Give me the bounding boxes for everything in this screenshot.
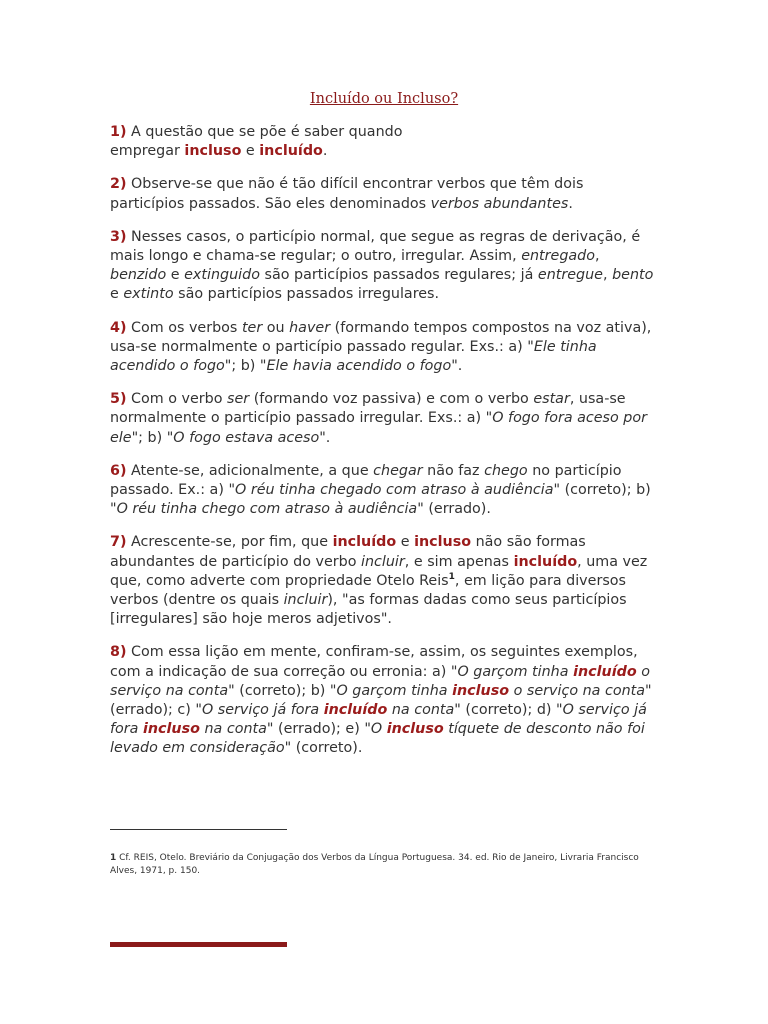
italic-text: haver <box>289 319 331 336</box>
text: " (errado); e) " <box>266 721 371 738</box>
highlighted-word: incluso <box>414 534 472 551</box>
italic-text: o serviço na conta <box>110 663 650 699</box>
text: não são formas abundantes de particípio do verbo <box>110 534 586 570</box>
paragraph-3 <box>110 228 660 305</box>
text: , e sim apenas <box>404 553 514 570</box>
italic-text: O fogo fora aceso por ele <box>110 410 648 446</box>
text: não faz <box>422 462 485 479</box>
text: " (correto); d) " <box>454 702 563 719</box>
footnote <box>110 852 660 878</box>
text: (formando tempos compostos na voz ativa), usa-se normalmente o particípio passado regular. Exs.: a) " <box>110 319 652 355</box>
italic-text: incluir <box>361 553 405 570</box>
italic-text: O garçom tinha <box>457 663 574 680</box>
paragraph-number: 6) <box>110 462 127 479</box>
footnote-text: Cf. REIS, Otelo. Breviário da Conjugação dos Verbos da Língua Portuguesa. 34. ed. Rio de Janeiro, Livraria Francisco Alves, 1971, p. 150. <box>110 853 639 876</box>
highlighted-word: incluído <box>259 143 323 160</box>
paragraph-number: 5) <box>110 391 127 408</box>
paragraph-5 <box>110 390 660 448</box>
italic-text: entregado <box>521 248 595 265</box>
italic-text: extinguido <box>184 267 260 284</box>
decorative-bar <box>110 942 287 947</box>
text: " (errado). <box>417 501 491 518</box>
text: são particípios passados regulares; já <box>259 267 538 284</box>
text: , <box>602 267 613 284</box>
italic-text: tíquete de desconto não foi levado em consideração <box>110 721 645 757</box>
footnote-reference[interactable]: 1 <box>448 572 455 583</box>
text: Com o verbo <box>131 391 228 408</box>
italic-text: bento <box>612 267 654 284</box>
text: ". <box>451 358 463 375</box>
text: ), "as formas dadas como seus particípios [irregulares] são hoje meros adjetivos". <box>110 592 627 628</box>
page-title: Incluído ou Incluso? <box>309 91 459 107</box>
text: e <box>396 534 415 551</box>
italic-text: o serviço na conta <box>509 682 646 699</box>
highlighted-word: incluso <box>184 143 242 160</box>
italic-text: chego <box>484 462 528 479</box>
highlighted-word: incluído <box>573 663 637 680</box>
italic-text: na conta <box>199 721 267 738</box>
text: , <box>594 248 600 265</box>
text: " (errado); c) " <box>110 682 652 719</box>
paragraph-number: 2) <box>110 176 127 193</box>
highlighted-word: incluso <box>142 721 200 738</box>
text: ". <box>319 429 331 446</box>
text: " (correto); b) " <box>110 482 651 518</box>
paragraph-8 <box>110 643 660 758</box>
paragraph-number: 7) <box>110 534 127 551</box>
paragraph-1 <box>110 123 660 161</box>
paragraph-4 <box>110 319 660 377</box>
text: " (correto). <box>284 740 363 757</box>
highlighted-word: incluso <box>452 682 510 699</box>
italic-text: verbos abundantes <box>430 195 569 212</box>
text: empregar <box>110 143 185 160</box>
paragraph-number: 4) <box>110 319 127 336</box>
text: , em lição para diversos verbos (dentre os quais <box>110 572 626 609</box>
paragraph-6 <box>110 462 660 520</box>
text: e <box>241 143 260 160</box>
footnote-separator <box>110 829 287 830</box>
text: Acrescente-se, por fim, que <box>131 534 333 551</box>
text: Atente-se, adicionalmente, a que <box>131 462 374 479</box>
italic-text: ter <box>241 319 263 336</box>
italic-text: O serviço já fora <box>201 702 324 719</box>
italic-text: O <box>370 721 387 738</box>
italic-text: na conta <box>387 702 455 719</box>
text: , uma vez que, como adverte com propriedade Otelo Reis <box>110 553 648 589</box>
highlighted-word: incluído <box>323 702 388 719</box>
text: Com essa lição em mente, confiram-se, assim, os seguintes exemplos, com a indicação de sua correção ou erronia: a) " <box>110 644 638 680</box>
text: ou <box>262 319 290 336</box>
italic-text: O réu tinha chegado com atraso à audiência <box>235 482 554 499</box>
text: e <box>166 267 185 284</box>
article-body <box>110 123 660 773</box>
italic-text: O réu tinha chego com atraso à audiência <box>116 501 418 518</box>
italic-text: O garçom tinha <box>336 682 453 699</box>
text: " (correto); b) " <box>228 682 337 699</box>
highlighted-word: incluso <box>386 721 444 738</box>
italic-text: Ele havia acendido o fogo <box>266 358 452 375</box>
text: , usa-se normalmente o particípio passado irregular. Exs.: a) " <box>110 391 626 427</box>
text: A questão que se põe é saber quando <box>131 124 403 140</box>
italic-text: benzido <box>110 267 167 284</box>
paragraph-2 <box>110 175 660 213</box>
italic-text: ser <box>227 391 250 408</box>
italic-text: estar <box>533 391 570 408</box>
text: no particípio passado. Ex.: a) " <box>110 462 622 499</box>
italic-text: extinto <box>123 286 174 303</box>
highlighted-word: incluído <box>332 534 397 551</box>
paragraph-7 <box>110 533 660 629</box>
italic-text: entregue <box>537 267 603 284</box>
italic-text: incluir <box>283 592 328 609</box>
text: e <box>110 286 124 303</box>
text: são particípios passados irregulares. <box>173 286 440 303</box>
italic-text: O serviço já fora <box>110 702 647 738</box>
text: (formando voz passiva) e com o verbo <box>249 391 534 408</box>
paragraph-number: 8) <box>110 644 127 661</box>
text: . <box>322 143 328 160</box>
text: . <box>568 195 573 212</box>
text: "; b) " <box>131 429 174 446</box>
text: "; b) " <box>224 358 267 375</box>
highlighted-word: incluído <box>513 553 578 570</box>
paragraph-number: 3) <box>110 228 127 245</box>
footnote-number: 1 <box>110 853 117 863</box>
italic-text: Ele tinha acendido o fogo <box>110 338 597 375</box>
italic-text: O fogo estava aceso <box>173 429 320 446</box>
text: Observe-se que não é tão difícil encontrar verbos que têm dois particípios passados. São eles denominados <box>110 176 584 212</box>
text: Com os verbos <box>131 319 242 336</box>
italic-text: chegar <box>373 462 423 479</box>
paragraph-number: 1) <box>110 124 127 140</box>
text: Nesses casos, o particípio normal, que segue as regras de derivação, é mais longo e chama-se regular; o outro, irregular. Assim, <box>110 228 641 265</box>
